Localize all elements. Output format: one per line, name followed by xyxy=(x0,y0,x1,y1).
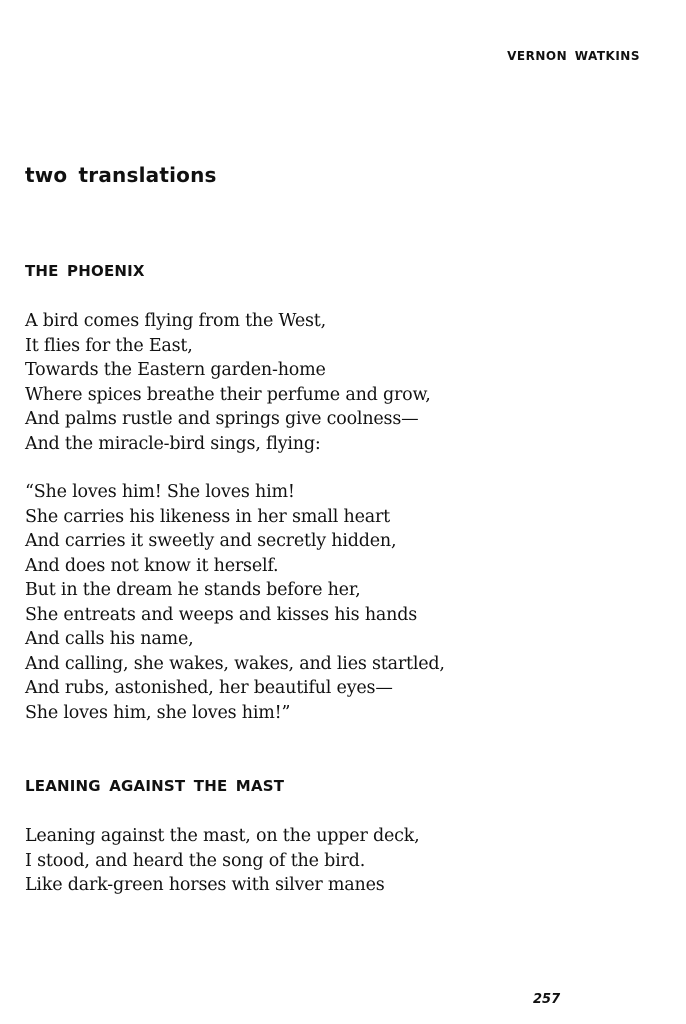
verse-line: And carries it sweetly and secretly hidden, xyxy=(25,531,397,551)
stanza-phoenix-1 xyxy=(25,309,431,456)
verse-line: And rubs, astonished, her beautiful eyes— xyxy=(25,678,393,698)
verse-line: And the miracle-bird sings, flying: xyxy=(25,433,321,454)
verse-line: I stood, and heard the song of the bird. xyxy=(25,850,366,871)
poem-title-leaning-against-the-mast: LEANING AGAINST THE MAST xyxy=(25,777,285,795)
verse-line: But in the dream he stands before her, xyxy=(25,580,361,600)
verse-line: She loves him, she loves him!” xyxy=(25,702,291,723)
verse-line: A bird comes flying from the West, xyxy=(25,311,327,331)
verse-line: It flies for the East, xyxy=(25,335,193,356)
verse-line: And does not know it herself. xyxy=(25,555,279,576)
verse-line: Towards the Eastern garden-home xyxy=(25,360,326,380)
verse-line: Like dark-green horses with silver manes xyxy=(25,875,385,895)
stanza-phoenix-2 xyxy=(25,480,445,725)
poem-title-phoenix: THE PHOENIX xyxy=(25,262,145,280)
verse-line: She entreats and weeps and kisses his hands xyxy=(25,604,417,625)
verse-line: She carries his likeness in her small heart xyxy=(25,506,390,527)
verse-line: “She loves him! She loves him! xyxy=(25,482,295,502)
page-number: 257 xyxy=(533,992,561,1007)
page-title: two translations xyxy=(25,163,217,187)
verse-line: And calling, she wakes, wakes, and lies startled, xyxy=(25,653,445,674)
verse-line: Leaning against the mast, on the upper deck, xyxy=(25,826,420,846)
running-head: VERNON WATKINS xyxy=(507,49,640,63)
verse-line: And calls his name, xyxy=(25,629,194,649)
stanza-mast-1 xyxy=(25,824,420,898)
verse-line: And palms rustle and springs give coolness— xyxy=(25,409,419,429)
verse-line: Where spices breathe their perfume and grow, xyxy=(25,384,431,405)
